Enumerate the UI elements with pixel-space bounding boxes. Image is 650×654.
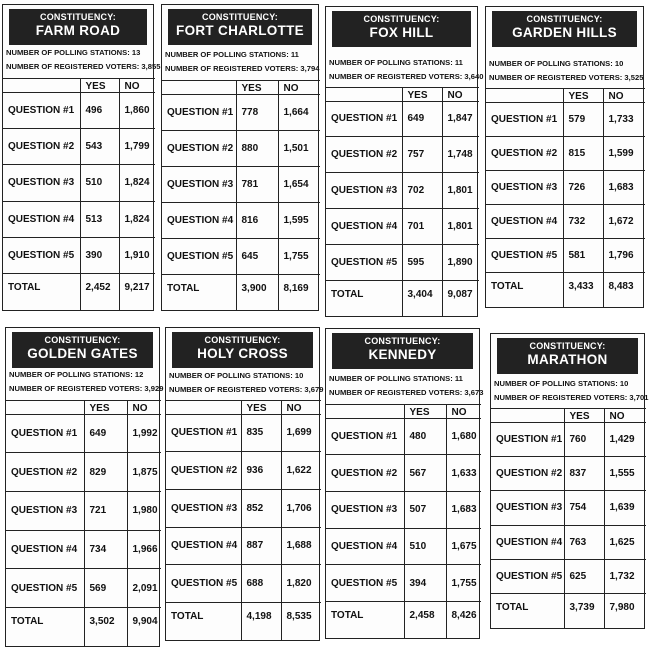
row-label: QUESTION #4 — [166, 527, 241, 565]
column-header-row — [326, 404, 481, 418]
total-row — [166, 602, 321, 640]
row-label: QUESTION #4 — [3, 201, 80, 237]
registered-voters-count: NUMBER OF REGISTERED VOTERS: 3,701 — [494, 393, 649, 402]
results-table — [162, 80, 320, 311]
yes-count: 701 — [402, 209, 442, 245]
constituency-name: FOX HILL — [369, 25, 434, 40]
yes-count: 702 — [402, 173, 442, 209]
row-label: QUESTION #1 — [3, 92, 80, 128]
no-count: 1,796 — [603, 239, 645, 273]
row-label: QUESTION #1 — [326, 101, 402, 137]
row-label: QUESTION #2 — [3, 128, 80, 164]
yes-count: 815 — [563, 136, 603, 170]
column-header-no: NO — [604, 408, 646, 422]
row-label: QUESTION #4 — [6, 530, 84, 569]
results-table — [6, 400, 161, 646]
constituency-name: GOLDEN GATES — [27, 346, 138, 361]
constituency-header — [12, 332, 153, 368]
yes-count: 936 — [241, 452, 281, 490]
total-row — [491, 594, 646, 628]
polling-stations-count: NUMBER OF POLLING STATIONS: 10 — [489, 59, 624, 68]
constituency-card-fox-hill — [325, 6, 484, 317]
table-row — [486, 170, 645, 204]
yes-count: 510 — [80, 165, 119, 201]
table-row — [3, 128, 155, 164]
no-count: 1,910 — [119, 237, 155, 273]
table-row — [326, 528, 481, 565]
no-count: 9,217 — [119, 274, 155, 310]
constituency-header — [332, 333, 473, 369]
row-label: TOTAL — [486, 273, 563, 307]
table-row — [166, 527, 321, 565]
row-label: TOTAL — [326, 280, 402, 316]
polling-stations-count: NUMBER OF POLLING STATIONS: 10 — [169, 371, 304, 380]
yes-count: 754 — [564, 491, 604, 525]
column-header-blank — [326, 404, 404, 418]
no-count: 1,683 — [446, 491, 481, 528]
table-row — [326, 101, 479, 137]
row-label: TOTAL — [162, 274, 236, 310]
no-count: 1,748 — [442, 137, 479, 173]
table-row — [6, 569, 161, 608]
yes-count: 579 — [563, 102, 603, 136]
constituency-label: CONSTITUENCY: — [40, 12, 116, 22]
yes-count: 835 — [241, 414, 281, 452]
constituency-header — [497, 338, 638, 374]
table-row — [166, 414, 321, 452]
column-header-no: NO — [119, 78, 155, 92]
yes-count: 778 — [236, 94, 278, 130]
constituency-name: GARDEN HILLS — [512, 25, 617, 40]
results-table — [326, 87, 479, 316]
column-header-yes: YES — [404, 404, 446, 418]
polling-stations-count: NUMBER OF POLLING STATIONS: 10 — [494, 379, 629, 388]
no-count: 1,755 — [278, 238, 320, 274]
no-count: 7,980 — [604, 594, 646, 628]
table-row — [162, 202, 320, 238]
constituency-name: MARATHON — [527, 352, 608, 367]
row-label: QUESTION #4 — [162, 202, 236, 238]
column-header-yes: YES — [236, 80, 278, 94]
constituency-label: CONSTITUENCY: — [44, 335, 121, 345]
table-row — [326, 455, 481, 492]
results-table — [3, 78, 155, 310]
yes-count: 3,502 — [84, 607, 127, 646]
row-label: TOTAL — [166, 602, 241, 640]
column-header-no: NO — [281, 400, 321, 414]
total-row — [326, 601, 481, 638]
row-label: QUESTION #2 — [486, 136, 563, 170]
results-table — [491, 408, 646, 628]
table-row — [6, 414, 161, 453]
row-label: QUESTION #4 — [326, 209, 402, 245]
no-count: 8,483 — [603, 273, 645, 307]
row-label: TOTAL — [6, 607, 84, 646]
constituency-header — [9, 9, 147, 45]
column-header-blank — [326, 87, 402, 101]
polling-stations-count: NUMBER OF POLLING STATIONS: 11 — [165, 50, 299, 59]
table-row — [6, 530, 161, 569]
row-label: QUESTION #3 — [166, 489, 241, 527]
table-row — [491, 525, 646, 559]
yes-count: 567 — [404, 455, 446, 492]
table-row — [326, 137, 479, 173]
no-count: 1,664 — [278, 94, 320, 130]
yes-count: 887 — [241, 527, 281, 565]
row-label: QUESTION #5 — [491, 559, 564, 593]
no-count: 1,875 — [127, 453, 161, 492]
no-count: 1,820 — [281, 565, 321, 603]
constituency-label: CONSTITUENCY: — [364, 336, 441, 346]
row-label: QUESTION #2 — [166, 452, 241, 490]
row-label: QUESTION #1 — [326, 418, 404, 455]
table-row — [486, 205, 645, 239]
total-row — [162, 274, 320, 310]
no-count: 1,733 — [603, 102, 645, 136]
table-row — [3, 237, 155, 273]
column-header-yes: YES — [84, 400, 127, 414]
row-label: QUESTION #2 — [6, 453, 84, 492]
no-count: 8,535 — [281, 602, 321, 640]
table-row — [326, 209, 479, 245]
table-row — [491, 491, 646, 525]
row-label: TOTAL — [3, 274, 80, 310]
column-header-blank — [3, 78, 80, 92]
yes-count: 595 — [402, 244, 442, 280]
no-count: 1,706 — [281, 489, 321, 527]
yes-count: 649 — [402, 101, 442, 137]
registered-voters-count: NUMBER OF REGISTERED VOTERS: 3,855 — [6, 62, 161, 71]
no-count: 1,622 — [281, 452, 321, 490]
table-row — [326, 173, 479, 209]
table-row — [3, 92, 155, 128]
row-label: QUESTION #5 — [3, 237, 80, 273]
yes-count: 2,458 — [404, 601, 446, 638]
row-label: QUESTION #3 — [162, 166, 236, 202]
row-label: TOTAL — [491, 594, 564, 628]
row-label: QUESTION #3 — [3, 165, 80, 201]
no-count: 8,169 — [278, 274, 320, 310]
no-count: 1,595 — [278, 202, 320, 238]
no-count: 1,688 — [281, 527, 321, 565]
yes-count: 734 — [84, 530, 127, 569]
row-label: QUESTION #1 — [486, 102, 563, 136]
yes-count: 507 — [404, 491, 446, 528]
yes-count: 721 — [84, 491, 127, 530]
total-row — [326, 280, 479, 316]
constituency-header — [168, 9, 312, 45]
column-header-yes: YES — [80, 78, 119, 92]
row-label: QUESTION #2 — [162, 130, 236, 166]
no-count: 1,625 — [604, 525, 646, 559]
row-label: QUESTION #5 — [6, 569, 84, 608]
row-label: QUESTION #3 — [486, 170, 563, 204]
row-label: QUESTION #5 — [326, 244, 402, 280]
registered-voters-count: NUMBER OF REGISTERED VOTERS: 3,525 — [489, 73, 644, 82]
column-header-row — [491, 408, 646, 422]
row-label: QUESTION #1 — [166, 414, 241, 452]
row-label: QUESTION #1 — [491, 422, 564, 456]
no-count: 1,501 — [278, 130, 320, 166]
results-table — [166, 400, 321, 640]
results-table — [486, 88, 645, 307]
constituency-name: FORT CHARLOTTE — [176, 23, 304, 38]
no-count: 1,824 — [119, 165, 155, 201]
column-header-yes: YES — [241, 400, 281, 414]
row-label: QUESTION #5 — [486, 239, 563, 273]
yes-count: 510 — [404, 528, 446, 565]
yes-count: 645 — [236, 238, 278, 274]
no-count: 1,599 — [603, 136, 645, 170]
column-header-row — [326, 87, 479, 101]
registered-voters-count: NUMBER OF REGISTERED VOTERS: 3,929 — [9, 384, 164, 393]
constituency-label: CONSTITUENCY: — [204, 335, 281, 345]
polling-stations-count: NUMBER OF POLLING STATIONS: 11 — [329, 58, 463, 67]
row-label: QUESTION #5 — [162, 238, 236, 274]
column-header-no: NO — [278, 80, 320, 94]
yes-count: 880 — [236, 130, 278, 166]
column-header-row — [166, 400, 321, 414]
total-row — [486, 273, 645, 307]
column-header-blank — [491, 408, 564, 422]
yes-count: 394 — [404, 565, 446, 602]
constituency-label: CONSTITUENCY: — [526, 14, 603, 24]
table-row — [326, 565, 481, 602]
registered-voters-count: NUMBER OF REGISTERED VOTERS: 3,794 — [165, 64, 320, 73]
yes-count: 3,739 — [564, 594, 604, 628]
column-header-row — [3, 78, 155, 92]
row-label: QUESTION #5 — [166, 565, 241, 603]
no-count: 1,992 — [127, 414, 161, 453]
yes-count: 732 — [563, 205, 603, 239]
row-label: QUESTION #4 — [326, 528, 404, 565]
row-label: TOTAL — [326, 601, 404, 638]
yes-count: 781 — [236, 166, 278, 202]
yes-count: 3,404 — [402, 280, 442, 316]
polling-stations-count: NUMBER OF POLLING STATIONS: 11 — [329, 374, 463, 383]
constituency-header — [332, 11, 471, 47]
table-row — [491, 559, 646, 593]
registered-voters-count: NUMBER OF REGISTERED VOTERS: 3,673 — [329, 388, 484, 397]
no-count: 1,966 — [127, 530, 161, 569]
column-header-yes: YES — [564, 408, 604, 422]
row-label: QUESTION #2 — [326, 455, 404, 492]
constituency-name: KENNEDY — [368, 347, 437, 362]
no-count: 1,675 — [446, 528, 481, 565]
column-header-yes: YES — [563, 88, 603, 102]
yes-count: 543 — [80, 128, 119, 164]
results-table — [326, 404, 481, 638]
no-count: 1,555 — [604, 456, 646, 490]
constituency-card-kennedy — [325, 328, 484, 639]
constituency-label: CONSTITUENCY: — [363, 14, 440, 24]
table-row — [486, 136, 645, 170]
yes-count: 4,198 — [241, 602, 281, 640]
column-header-no: NO — [603, 88, 645, 102]
no-count: 1,824 — [119, 201, 155, 237]
column-header-blank — [486, 88, 563, 102]
no-count: 1,633 — [446, 455, 481, 492]
constituency-card-fort-charlotte — [161, 4, 319, 311]
table-row — [486, 239, 645, 273]
yes-count: 513 — [80, 201, 119, 237]
no-count: 1,672 — [603, 205, 645, 239]
registered-voters-count: NUMBER OF REGISTERED VOTERS: 3,640 — [329, 72, 484, 81]
column-header-blank — [166, 400, 241, 414]
yes-count: 757 — [402, 137, 442, 173]
table-row — [491, 422, 646, 456]
no-count: 9,087 — [442, 280, 479, 316]
column-header-row — [162, 80, 320, 94]
no-count: 8,426 — [446, 601, 481, 638]
yes-count: 480 — [404, 418, 446, 455]
yes-count: 688 — [241, 565, 281, 603]
column-header-yes: YES — [402, 87, 442, 101]
row-label: QUESTION #1 — [162, 94, 236, 130]
no-count: 1,890 — [442, 244, 479, 280]
table-row — [162, 166, 320, 202]
constituency-card-golden-gates — [5, 327, 164, 647]
row-label: QUESTION #4 — [486, 205, 563, 239]
row-label: QUESTION #3 — [491, 491, 564, 525]
no-count: 1,639 — [604, 491, 646, 525]
row-label: QUESTION #4 — [491, 525, 564, 559]
total-row — [6, 607, 161, 646]
table-row — [3, 165, 155, 201]
constituency-card-farm-road — [2, 4, 161, 311]
no-count: 1,801 — [442, 209, 479, 245]
column-header-no: NO — [442, 87, 479, 101]
yes-count: 763 — [564, 525, 604, 559]
row-label: QUESTION #5 — [326, 565, 404, 602]
yes-count: 625 — [564, 559, 604, 593]
polling-stations-count: NUMBER OF POLLING STATIONS: 12 — [9, 370, 144, 379]
row-label: QUESTION #2 — [326, 137, 402, 173]
column-header-blank — [162, 80, 236, 94]
yes-count: 649 — [84, 414, 127, 453]
row-label: QUESTION #3 — [6, 491, 84, 530]
yes-count: 390 — [80, 237, 119, 273]
table-row — [491, 456, 646, 490]
row-label: QUESTION #1 — [6, 414, 84, 453]
yes-count: 852 — [241, 489, 281, 527]
yes-count: 2,452 — [80, 274, 119, 310]
yes-count: 496 — [80, 92, 119, 128]
no-count: 1,654 — [278, 166, 320, 202]
table-row — [6, 491, 161, 530]
no-count: 1,980 — [127, 491, 161, 530]
column-header-row — [486, 88, 645, 102]
yes-count: 3,433 — [563, 273, 603, 307]
yes-count: 581 — [563, 239, 603, 273]
table-row — [326, 491, 481, 528]
table-row — [326, 418, 481, 455]
yes-count: 760 — [564, 422, 604, 456]
constituency-header — [172, 332, 313, 368]
no-count: 1,680 — [446, 418, 481, 455]
no-count: 1,429 — [604, 422, 646, 456]
row-label: QUESTION #3 — [326, 491, 404, 528]
no-count: 1,683 — [603, 170, 645, 204]
row-label: QUESTION #2 — [491, 456, 564, 490]
table-row — [166, 452, 321, 490]
no-count: 1,699 — [281, 414, 321, 452]
no-count: 9,904 — [127, 607, 161, 646]
table-row — [3, 201, 155, 237]
no-count: 1,860 — [119, 92, 155, 128]
constituency-label: CONSTITUENCY: — [202, 12, 278, 22]
yes-count: 726 — [563, 170, 603, 204]
constituency-header — [492, 11, 637, 47]
no-count: 1,801 — [442, 173, 479, 209]
table-row — [486, 102, 645, 136]
table-row — [326, 244, 479, 280]
table-row — [162, 238, 320, 274]
constituency-name: HOLY CROSS — [197, 346, 288, 361]
column-header-no: NO — [127, 400, 161, 414]
no-count: 2,091 — [127, 569, 161, 608]
yes-count: 3,900 — [236, 274, 278, 310]
yes-count: 569 — [84, 569, 127, 608]
no-count: 1,732 — [604, 559, 646, 593]
table-row — [166, 489, 321, 527]
column-header-blank — [6, 400, 84, 414]
constituency-card-holy-cross — [165, 327, 324, 641]
table-row — [6, 453, 161, 492]
column-header-no: NO — [446, 404, 481, 418]
yes-count: 837 — [564, 456, 604, 490]
row-label: QUESTION #3 — [326, 173, 402, 209]
table-row — [162, 130, 320, 166]
total-row — [3, 274, 155, 310]
registered-voters-count: NUMBER OF REGISTERED VOTERS: 3,679 — [169, 385, 324, 394]
constituency-card-marathon — [490, 333, 649, 629]
constituency-label: CONSTITUENCY: — [529, 341, 606, 351]
column-header-row — [6, 400, 161, 414]
table-row — [162, 94, 320, 130]
yes-count: 816 — [236, 202, 278, 238]
table-row — [166, 565, 321, 603]
polling-stations-count: NUMBER OF POLLING STATIONS: 13 — [6, 48, 141, 57]
yes-count: 829 — [84, 453, 127, 492]
no-count: 1,755 — [446, 565, 481, 602]
constituency-card-garden-hills — [485, 6, 644, 308]
no-count: 1,847 — [442, 101, 479, 137]
constituency-name: FARM ROAD — [35, 23, 121, 38]
no-count: 1,799 — [119, 128, 155, 164]
